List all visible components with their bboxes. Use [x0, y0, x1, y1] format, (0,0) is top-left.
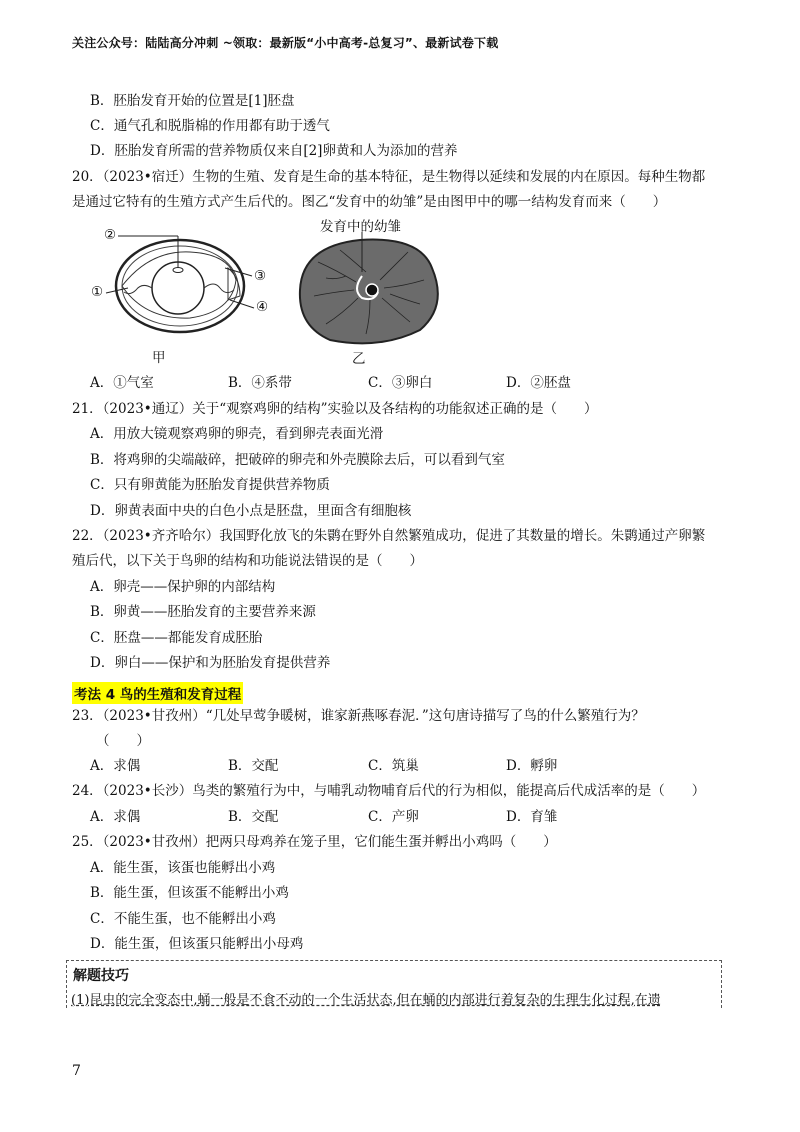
q23-option-a: A．求偶 — [90, 758, 141, 774]
egg-label-3: ③ — [254, 268, 267, 284]
egg-label-1: ① — [91, 284, 104, 300]
tips-text: (1)昆虫的完全变态中,蛹一般是不食不动的一个生活状态,但在蛹的内部进行着复杂的生理生化过程,在遗 — [71, 993, 661, 1008]
q20-option-a: A．①气室 — [90, 375, 154, 391]
q23-option-c: C．筑巢 — [368, 758, 419, 774]
q23-option-d: D．孵卵 — [506, 758, 558, 774]
q25-option-a: A．能生蛋，该蛋也能孵出小鸡 — [90, 860, 276, 876]
q20-stem-line2: 是通过它特有的生殖方式产生后代的。图乙“发育中的幼雏”是由图甲中的哪一结构发育而来（ ） — [72, 194, 667, 210]
q20-option-b: B．④系带 — [228, 375, 292, 391]
q24-option-c: C．产卵 — [368, 809, 419, 825]
q21-option-b: B．将鸡卵的尖端敲碎，把破碎的卵壳和外壳膜除去后，可以看到气室 — [90, 452, 505, 468]
q25-stem: 25．（2023•甘孜州）把两只母鸡养在笼子里，它们能生蛋并孵出小鸡吗（ ） — [72, 834, 557, 850]
page-header: 关注公众号：陆陆高分冲刺 ~领取：最新版“小中高考-总复习”、最新试卷下载 — [72, 36, 499, 50]
q23-stem-line1: 23．（2023•甘孜州）“几处早莺争暖树，谁家新燕啄春泥．”这句唐诗描写了鸟的什么繁殖行为？ — [72, 708, 645, 724]
q22-option-a: A．卵壳——保护卵的内部结构 — [90, 579, 276, 595]
egg-label-2: ② — [104, 227, 117, 243]
caption-b-title: 发育中的幼雏 — [320, 219, 401, 235]
q20-option-d: D．②胚盘 — [506, 375, 571, 391]
tips-title: 解题技巧 — [73, 968, 129, 984]
q23-option-b: B．交配 — [228, 758, 279, 774]
page-number: 7 — [72, 1063, 81, 1079]
q24-option-d: D．育雏 — [506, 809, 558, 825]
q21-stem: 21．（2023•通辽）关于“观察鸡卵的结构”实验以及各结构的功能叙述正确的是（ ） — [72, 401, 598, 417]
q21-option-c: C．只有卵黄能为胚胎发育提供营养物质 — [90, 477, 330, 493]
caption-b: 乙 — [352, 351, 366, 367]
q24-option-a: A．求偶 — [90, 809, 141, 825]
q22-option-b: B．卵黄——胚胎发育的主要营养来源 — [90, 604, 316, 620]
q22-stem-line2: 殖后代，以下关于鸟卵的结构和功能说法错误的是（ ） — [72, 553, 423, 569]
q24-option-b: B．交配 — [228, 809, 279, 825]
q22-stem-line1: 22．（2023•齐齐哈尔）我国野化放飞的朱鹮在野外自然繁殖成功，促进了其数量的增长。朱鹮通过产卵繁 — [72, 528, 706, 544]
egg-label-4: ④ — [256, 299, 269, 315]
q22-option-c: C．胚盘——都能发育成胚胎 — [90, 630, 263, 646]
q20-stem-line1: 20．（2023•宿迁）生物的生殖、发育是生命的基本特征，是生物得以延续和发展的内在原因。每种生物都 — [72, 169, 706, 185]
q25-option-c: C．不能生蛋，也不能孵出小鸡 — [90, 911, 276, 927]
q20-option-c: C．③卵白 — [368, 375, 433, 391]
q21-option-d: D．卵黄表面中央的白色小点是胚盘，里面含有细胞核 — [90, 503, 412, 519]
q19-option-b: B．胚胎发育开始的位置是[1]胚盘 — [90, 93, 295, 109]
q22-option-d: D．卵白——保护和为胚胎发育提供营养 — [90, 655, 331, 671]
q23-stem-line2: （ ） — [96, 733, 150, 749]
q19-option-c: C．通气孔和脱脂棉的作用都有助于透气 — [90, 118, 330, 134]
q19-option-d: D．胚胎发育所需的营养物质仅来自[2]卵黄和人为添加的营养 — [90, 143, 458, 159]
q25-option-d: D．能生蛋，但该蛋只能孵出小母鸡 — [90, 936, 304, 952]
q25-option-b: B．能生蛋，但该蛋不能孵出小鸡 — [90, 885, 289, 901]
section-title: 考法 4 鸟的生殖和发育过程 — [72, 682, 243, 704]
q24-stem: 24．（2023•长沙）鸟类的繁殖行为中，与哺乳动物哺育后代的行为相似，能提高后代成活率的是（ ） — [72, 783, 706, 799]
tips-box — [66, 960, 722, 1008]
q21-option-a: A．用放大镜观察鸡卵的卵壳，看到卵壳表面光滑 — [90, 426, 384, 442]
caption-a: 甲 — [152, 350, 166, 366]
